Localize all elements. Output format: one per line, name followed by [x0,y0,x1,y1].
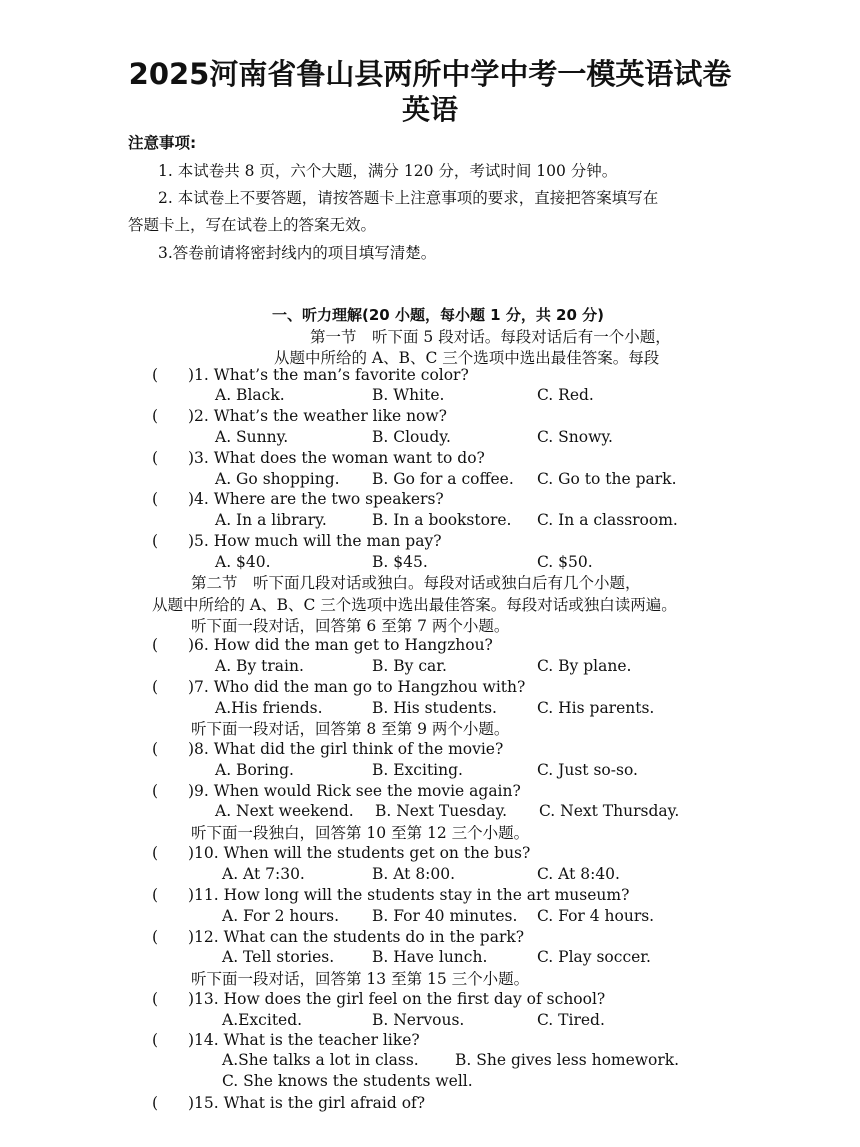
question-11: )11. How long will the students stay in the art museum? [188,886,630,904]
option-11b: B. For 40 minutes. [372,907,518,925]
option-12b: B. Have lunch. [372,948,488,966]
answer-paren: ( [152,886,159,904]
part1-instruction-a: 第一节 听下面 5 段对话。每段对话后有一个小题， [310,328,671,346]
option-8a: A. Boring. [215,761,294,779]
answer-paren: ( [152,990,159,1008]
option-7a: A.His friends. [215,699,323,717]
option-14a: A.She talks a lot in class. [222,1051,419,1069]
option-12a: A. Tell stories. [222,948,335,966]
question-1: )1. What’s the man’s favorite color? [188,366,469,384]
option-9a: A. Next weekend. [215,802,354,820]
question-8: )8. What did the girl think of the movie? [188,740,504,758]
option-13c: C. Tired. [537,1011,605,1029]
option-10b: B. At 8:00. [372,865,456,883]
option-10a: A. At 7:30. [222,865,305,883]
answer-paren: ( [152,449,159,467]
notice-item-1: 1. 本试卷共 8 页，六个大题，满分 120 分，考试时间 100 分钟。 [158,162,618,180]
option-12c: C. Play soccer. [537,948,651,966]
question-14: )14. What is the teacher like? [188,1031,420,1049]
question-4: )4. Where are the two speakers? [188,490,444,508]
answer-paren: ( [152,407,159,425]
answer-paren: ( [152,678,159,696]
option-6c: C. By plane. [537,657,632,675]
option-1c: C. Red. [537,386,594,404]
answer-paren: ( [152,928,159,946]
part2-instruction-a: 第二节 听下面几段对话或独白。每段对话或独白后有几个小题， [191,574,641,592]
option-4b: B. In a bookstore. [372,511,512,529]
option-1b: B. White. [372,386,445,404]
option-11a: A. For 2 hours. [222,907,339,925]
option-2c: C. Snowy. [537,428,613,446]
answer-paren: ( [152,844,159,862]
option-3c: C. Go to the park. [537,470,677,488]
answer-paren: ( [152,532,159,550]
answer-paren: ( [152,636,159,654]
monologue-intro-10-12: 听下面一段独白，回答第 10 至第 12 三个小题。 [191,824,530,842]
question-2: )2. What’s the weather like now? [188,407,447,425]
question-13: )13. How does the girl feel on the first day of school? [188,990,606,1008]
exam-subject: 英语 [401,93,458,126]
option-3b: B. Go for a coffee. [372,470,514,488]
option-7c: C. His parents. [537,699,655,717]
question-6: )6. How did the man get to Hangzhou? [188,636,493,654]
option-2a: A. Sunny. [215,428,289,446]
question-15: )15. What is the girl afraid of? [188,1094,426,1112]
part2-instruction-b: 从题中所给的 A、B、C 三个选项中选出最佳答案。每段对话或独白读两遍。 [152,596,677,614]
exam-title: 2025河南省鲁山县两所中学中考一模英语试卷 [128,57,732,91]
option-3a: A. Go shopping. [215,470,340,488]
option-4a: A. In a library. [215,511,327,529]
answer-paren: ( [152,1094,159,1112]
question-3: )3. What does the woman want to do? [188,449,485,467]
option-4c: C. In a classroom. [537,511,678,529]
option-11c: C. For 4 hours. [537,907,655,925]
question-10: )10. When will the students get on the bus? [188,844,531,862]
option-13b: B. Nervous. [372,1011,465,1029]
answer-paren: ( [152,1031,159,1049]
section-heading: 一、听力理解(20 小题，每小题 1 分，共 20 分) [272,306,605,324]
notice-item-3: 3.答卷前请将密封线内的项目填写清楚。 [158,244,437,262]
option-14b: B. She gives less homework. [455,1051,680,1069]
notice-heading: 注意事项: [128,134,197,152]
answer-paren: ( [152,740,159,758]
option-5b: B. $45. [372,553,428,571]
question-9: )9. When would Rick see the movie again? [188,782,521,800]
option-8c: C. Just so-so. [537,761,638,779]
answer-paren: ( [152,490,159,508]
option-9c: C. Next Thursday. [539,802,680,820]
question-7: )7. Who did the man go to Hangzhou with? [188,678,526,696]
option-8b: B. Exciting. [372,761,463,779]
option-7b: B. His students. [372,699,497,717]
option-6a: A. By train. [215,657,304,675]
answer-paren: ( [152,782,159,800]
notice-item-2b: 答题卡上，写在试卷上的答案无效。 [128,216,377,234]
answer-paren: ( [152,366,159,384]
question-12: )12. What can the students do in the park? [188,928,525,946]
notice-item-2a: 2. 本试卷上不要答题，请按答题卡上注意事项的要求，直接把答案填写在 [158,189,659,207]
option-1a: A. Black. [215,386,285,404]
option-6b: B. By car. [372,657,447,675]
question-5: )5. How much will the man pay? [188,532,442,550]
dialogue-intro-13-15: 听下面一段对话，回答第 13 至第 15 三个小题。 [191,970,530,988]
option-13a: A.Excited. [222,1011,303,1029]
part1-instruction-b: 从题中所给的 A、B、C 三个选项中选出最佳答案。每段 [274,349,660,367]
option-2b: B. Cloudy. [372,428,451,446]
option-5c: C. $50. [537,553,593,571]
dialogue-intro-8-9: 听下面一段对话，回答第 8 至第 9 两个小题。 [191,720,510,738]
option-10c: C. At 8:40. [537,865,620,883]
option-14c: C. She knows the students well. [222,1072,473,1090]
dialogue-intro-6-7: 听下面一段对话，回答第 6 至第 7 两个小题。 [191,617,510,635]
option-9b: B. Next Tuesday. [375,802,508,820]
option-5a: A. $40. [215,553,271,571]
